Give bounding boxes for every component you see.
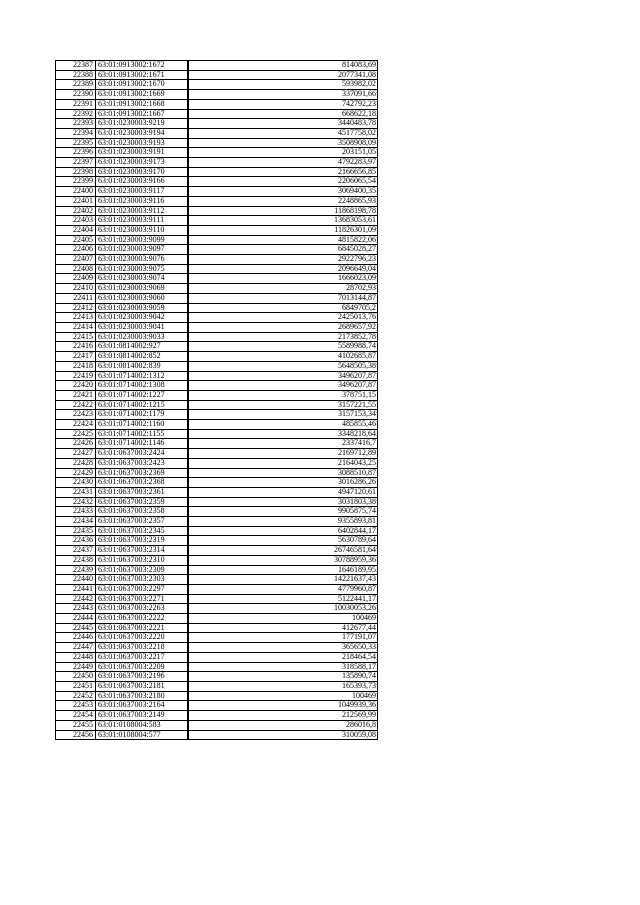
cadastral-number-cell: 63:01:0637003:2310 [96, 555, 189, 565]
cadastral-number-cell: 63:01:0913002:1671 [96, 70, 189, 80]
table-row [56, 148, 378, 158]
row-number-cell: 22432 [56, 497, 96, 507]
row-number-cell: 22442 [56, 594, 96, 604]
cadastral-number-cell: 63:01:0714002:1215 [96, 400, 189, 410]
cadastral-number-cell: 63:01:0230003:9069 [96, 284, 189, 294]
value-cell: 3496207,87 [188, 371, 378, 381]
cadastral-number-cell: 63:01:0230003:9060 [96, 293, 189, 303]
cadastral-number-cell: 63:01:0637003:2221 [96, 623, 189, 633]
table-row [56, 458, 378, 468]
row-number-cell: 22389 [56, 80, 96, 90]
cadastral-number-cell: 63:01:0637003:2424 [96, 449, 189, 459]
value-cell: 814083,69 [188, 61, 378, 71]
table-row [56, 662, 378, 672]
cadastral-number-cell: 63:01:0230003:9219 [96, 119, 189, 129]
table-row [56, 594, 378, 604]
cadastral-number-cell: 63:01:0814002:927 [96, 342, 189, 352]
row-number-cell: 22441 [56, 584, 96, 594]
cadastral-number-cell: 63:01:0230003:9193 [96, 138, 189, 148]
value-cell: 4792283,97 [188, 158, 378, 168]
row-number-cell: 22435 [56, 526, 96, 536]
row-number-cell: 22437 [56, 546, 96, 556]
value-cell: 337091,66 [188, 90, 378, 100]
cadastral-number-cell: 63:01:0108004:577 [96, 730, 189, 740]
cadastral-number-cell: 63:01:0230003:9059 [96, 303, 189, 313]
row-number-cell: 22415 [56, 332, 96, 342]
row-number-cell: 22448 [56, 652, 96, 662]
value-cell: 165393,73 [188, 682, 378, 692]
table-row [56, 400, 378, 410]
table-row [56, 507, 378, 517]
table-row [56, 206, 378, 216]
row-number-cell: 22418 [56, 361, 96, 371]
value-cell: 2169712,89 [188, 449, 378, 459]
row-number-cell: 22403 [56, 216, 96, 226]
table-row [56, 99, 378, 109]
row-number-cell: 22416 [56, 342, 96, 352]
row-number-cell: 22410 [56, 284, 96, 294]
table-row [56, 342, 378, 352]
cadastral-number-cell: 63:01:0913002:1668 [96, 99, 189, 109]
row-number-cell: 22429 [56, 468, 96, 478]
table-row [56, 672, 378, 682]
cadastral-number-cell: 63:01:0637003:2368 [96, 478, 189, 488]
value-cell: 412677,44 [188, 623, 378, 633]
row-number-cell: 22445 [56, 623, 96, 633]
value-cell: 100469 [188, 614, 378, 624]
value-cell: 4947120,61 [188, 487, 378, 497]
value-cell: 378751,15 [188, 390, 378, 400]
table-row [56, 255, 378, 265]
table-row [56, 274, 378, 284]
table-row [56, 536, 378, 546]
cadastral-number-cell: 63:01:0814002:852 [96, 352, 189, 362]
value-cell: 3031803,38 [188, 497, 378, 507]
row-number-cell: 22447 [56, 643, 96, 653]
table-row [56, 196, 378, 206]
cadastral-number-cell: 63:01:0230003:9076 [96, 255, 189, 265]
table-row [56, 381, 378, 391]
value-cell: 3157153,34 [188, 410, 378, 420]
cadastral-number-cell: 63:01:0714002:1227 [96, 390, 189, 400]
cadastral-number-cell: 63:01:0637003:2164 [96, 701, 189, 711]
cadastral-number-cell: 63:01:0230003:9116 [96, 196, 189, 206]
table-row [56, 652, 378, 662]
row-number-cell: 22421 [56, 390, 96, 400]
cadastral-number-cell: 63:01:0714002:1308 [96, 381, 189, 391]
cadastral-number-cell: 63:01:0637003:2271 [96, 594, 189, 604]
row-number-cell: 22423 [56, 410, 96, 420]
row-number-cell: 22428 [56, 458, 96, 468]
value-cell: 2689657,92 [188, 322, 378, 332]
row-number-cell: 22456 [56, 730, 96, 740]
cadastral-number-cell: 63:01:0637003:2303 [96, 575, 189, 585]
table-row [56, 371, 378, 381]
value-cell: 7013144,87 [188, 293, 378, 303]
table-row [56, 158, 378, 168]
value-cell: 9905875,74 [188, 507, 378, 517]
row-number-cell: 22391 [56, 99, 96, 109]
table-row [56, 410, 378, 420]
row-number-cell: 22427 [56, 449, 96, 459]
value-cell: 3069400,35 [188, 187, 378, 197]
cadastral-number-cell: 63:01:0637003:2220 [96, 633, 189, 643]
cadastral-number-cell: 63:01:0637003:2314 [96, 546, 189, 556]
row-number-cell: 22404 [56, 225, 96, 235]
table-row [56, 293, 378, 303]
value-cell: 5648505,38 [188, 361, 378, 371]
row-number-cell: 22420 [56, 381, 96, 391]
cadastral-number-cell: 63:01:0637003:2222 [96, 614, 189, 624]
cadastral-number-cell: 63:01:0714002:1155 [96, 429, 189, 439]
row-number-cell: 22422 [56, 400, 96, 410]
cadastral-number-cell: 63:01:0230003:9042 [96, 313, 189, 323]
table-row [56, 167, 378, 177]
table-row [56, 565, 378, 575]
cadastral-number-cell: 63:01:0637003:2309 [96, 565, 189, 575]
row-number-cell: 22402 [56, 206, 96, 216]
row-number-cell: 22449 [56, 662, 96, 672]
table-row [56, 497, 378, 507]
table-row [56, 361, 378, 371]
value-cell: 4102685,87 [188, 352, 378, 362]
row-number-cell: 22425 [56, 429, 96, 439]
table-row [56, 225, 378, 235]
value-cell: 742792,23 [188, 99, 378, 109]
value-cell: 10030053,26 [188, 604, 378, 614]
row-number-cell: 22436 [56, 536, 96, 546]
cadastral-number-cell: 63:01:0637003:2358 [96, 507, 189, 517]
value-cell: 100469 [188, 691, 378, 701]
row-number-cell: 22387 [56, 61, 96, 71]
table-row [56, 128, 378, 138]
table-row [56, 313, 378, 323]
table-row [56, 468, 378, 478]
row-number-cell: 22406 [56, 245, 96, 255]
table-row [56, 245, 378, 255]
cadastral-number-cell: 63:01:0230003:9110 [96, 225, 189, 235]
value-cell: 4815822,06 [188, 235, 378, 245]
table-row [56, 90, 378, 100]
table-row [56, 623, 378, 633]
cadastral-number-cell: 63:01:0637003:2345 [96, 526, 189, 536]
table-row [56, 284, 378, 294]
value-cell: 14221637,43 [188, 575, 378, 585]
row-number-cell: 22408 [56, 264, 96, 274]
row-number-cell: 22392 [56, 109, 96, 119]
row-number-cell: 22431 [56, 487, 96, 497]
table-row [56, 138, 378, 148]
cadastral-number-cell: 63:01:0230003:9173 [96, 158, 189, 168]
table-row [56, 711, 378, 721]
row-number-cell: 22446 [56, 633, 96, 643]
table-row [56, 487, 378, 497]
row-number-cell: 22455 [56, 720, 96, 730]
value-cell: 2166656,85 [188, 167, 378, 177]
cadastral-number-cell: 63:01:0714002:1160 [96, 420, 189, 430]
row-number-cell: 22398 [56, 167, 96, 177]
cadastral-number-cell: 63:01:0230003:9041 [96, 322, 189, 332]
cadastral-number-cell: 63:01:0637003:2369 [96, 468, 189, 478]
cadastral-number-cell: 63:01:0714002:1312 [96, 371, 189, 381]
cadastral-number-cell: 63:01:0108004:583 [96, 720, 189, 730]
row-number-cell: 22438 [56, 555, 96, 565]
cadastral-number-cell: 63:01:0913002:1667 [96, 109, 189, 119]
cadastral-number-cell: 63:01:0637003:2263 [96, 604, 189, 614]
table-row [56, 633, 378, 643]
value-cell: 4779960,87 [188, 584, 378, 594]
row-number-cell: 22440 [56, 575, 96, 585]
cadastral-number-cell: 63:01:0230003:9191 [96, 148, 189, 158]
row-number-cell: 22434 [56, 517, 96, 527]
table-row [56, 303, 378, 313]
table-row [56, 526, 378, 536]
cadastral-number-cell: 63:01:0714002:1179 [96, 410, 189, 420]
value-cell: 3348218,64 [188, 429, 378, 439]
row-number-cell: 22430 [56, 478, 96, 488]
table-row [56, 429, 378, 439]
row-number-cell: 22405 [56, 235, 96, 245]
value-cell: 3508908,09 [188, 138, 378, 148]
cadastral-number-cell: 63:01:0637003:2297 [96, 584, 189, 594]
value-cell: 1666023,09 [188, 274, 378, 284]
cadastral-number-cell: 63:01:0637003:2149 [96, 711, 189, 721]
cadastral-number-cell: 63:01:0230003:9099 [96, 235, 189, 245]
row-number-cell: 22396 [56, 148, 96, 158]
table-row [56, 61, 378, 71]
table-row [56, 691, 378, 701]
row-number-cell: 22424 [56, 420, 96, 430]
row-number-cell: 22394 [56, 128, 96, 138]
value-cell: 668622,18 [188, 109, 378, 119]
cadastral-number-cell: 63:01:0230003:9166 [96, 177, 189, 187]
value-cell: 135890,74 [188, 672, 378, 682]
table-row [56, 216, 378, 226]
row-number-cell: 22451 [56, 682, 96, 692]
row-number-cell: 22401 [56, 196, 96, 206]
value-cell: 2922796,23 [188, 255, 378, 265]
table-row [56, 264, 378, 274]
value-cell: 286016,8 [188, 720, 378, 730]
value-cell: 318588,17 [188, 662, 378, 672]
value-cell: 3088510,87 [188, 468, 378, 478]
cadastral-number-cell: 63:01:0637003:2217 [96, 652, 189, 662]
value-cell: 11868198,78 [188, 206, 378, 216]
cadastral-number-cell: 63:01:0230003:9170 [96, 167, 189, 177]
cadastral-number-cell: 63:01:0814002:839 [96, 361, 189, 371]
table-row [56, 546, 378, 556]
value-cell: 28702,93 [188, 284, 378, 294]
cadastral-number-cell: 63:01:0230003:9117 [96, 187, 189, 197]
row-number-cell: 22407 [56, 255, 96, 265]
cadastral-value-table [55, 60, 378, 740]
value-cell: 4517758,02 [188, 128, 378, 138]
cadastral-number-cell: 63:01:0637003:2196 [96, 672, 189, 682]
value-cell: 3157221,55 [188, 400, 378, 410]
row-number-cell: 22395 [56, 138, 96, 148]
table-row [56, 614, 378, 624]
row-number-cell: 22450 [56, 672, 96, 682]
value-cell: 6845028,27 [188, 245, 378, 255]
value-cell: 177191,07 [188, 633, 378, 643]
value-cell: 3016286,26 [188, 478, 378, 488]
cadastral-number-cell: 63:01:0714002:1146 [96, 439, 189, 449]
table-row [56, 643, 378, 653]
table-row [56, 517, 378, 527]
row-number-cell: 22426 [56, 439, 96, 449]
table-row [56, 478, 378, 488]
value-cell: 212569,99 [188, 711, 378, 721]
value-cell: 2425013,76 [188, 313, 378, 323]
value-cell: 6402844,17 [188, 526, 378, 536]
value-cell: 13683053,61 [188, 216, 378, 226]
table-row [56, 420, 378, 430]
cadastral-number-cell: 63:01:0230003:9075 [96, 264, 189, 274]
row-number-cell: 22454 [56, 711, 96, 721]
cadastral-number-cell: 63:01:0637003:2218 [96, 643, 189, 653]
row-number-cell: 22412 [56, 303, 96, 313]
row-number-cell: 22443 [56, 604, 96, 614]
value-cell: 2096649,04 [188, 264, 378, 274]
table-body [56, 61, 378, 740]
value-cell: 6849705,2 [188, 303, 378, 313]
value-cell: 365650,33 [188, 643, 378, 653]
cadastral-number-cell: 63:01:0230003:9194 [96, 128, 189, 138]
cadastral-number-cell: 63:01:0637003:2423 [96, 458, 189, 468]
row-number-cell: 22452 [56, 691, 96, 701]
cadastral-number-cell: 63:01:0230003:9111 [96, 216, 189, 226]
row-number-cell: 22388 [56, 70, 96, 80]
value-cell: 11826301,09 [188, 225, 378, 235]
cadastral-number-cell: 63:01:0230003:9112 [96, 206, 189, 216]
table-row [56, 584, 378, 594]
cadastral-number-cell: 63:01:0637003:2180 [96, 691, 189, 701]
row-number-cell: 22400 [56, 187, 96, 197]
table-row [56, 604, 378, 614]
value-cell: 5122441,17 [188, 594, 378, 604]
value-cell: 1049939,36 [188, 701, 378, 711]
value-cell: 30788959,36 [188, 555, 378, 565]
table-row [56, 70, 378, 80]
row-number-cell: 22453 [56, 701, 96, 711]
cadastral-number-cell: 63:01:0230003:9074 [96, 274, 189, 284]
table-row [56, 701, 378, 711]
value-cell: 2173852,78 [188, 332, 378, 342]
value-cell: 5589988,74 [188, 342, 378, 352]
row-number-cell: 22409 [56, 274, 96, 284]
value-cell: 3496207,87 [188, 381, 378, 391]
cadastral-number-cell: 63:01:0637003:2209 [96, 662, 189, 672]
cadastral-number-cell: 63:01:0637003:2181 [96, 682, 189, 692]
row-number-cell: 22414 [56, 322, 96, 332]
table-row [56, 449, 378, 459]
value-cell: 485855,46 [188, 420, 378, 430]
cadastral-number-cell: 63:01:0913002:1669 [96, 90, 189, 100]
row-number-cell: 22433 [56, 507, 96, 517]
value-cell: 2206065,54 [188, 177, 378, 187]
table-row [56, 555, 378, 565]
row-number-cell: 22413 [56, 313, 96, 323]
value-cell: 593982,02 [188, 80, 378, 90]
value-cell: 1646189,95 [188, 565, 378, 575]
row-number-cell: 22399 [56, 177, 96, 187]
table-row [56, 390, 378, 400]
table-row [56, 682, 378, 692]
value-cell: 3440483,78 [188, 119, 378, 129]
value-cell: 9355893,81 [188, 517, 378, 527]
row-number-cell: 22397 [56, 158, 96, 168]
value-cell: 2248865,93 [188, 196, 378, 206]
value-cell: 218464,54 [188, 652, 378, 662]
table-row [56, 119, 378, 129]
table-row [56, 80, 378, 90]
value-cell: 5630789,64 [188, 536, 378, 546]
value-cell: 203151,05 [188, 148, 378, 158]
table-row [56, 332, 378, 342]
table-row [56, 177, 378, 187]
row-number-cell: 22390 [56, 90, 96, 100]
table-row [56, 109, 378, 119]
row-number-cell: 22419 [56, 371, 96, 381]
table-row [56, 439, 378, 449]
value-cell: 2077341,08 [188, 70, 378, 80]
row-number-cell: 22393 [56, 119, 96, 129]
table-row [56, 730, 378, 740]
row-number-cell: 22444 [56, 614, 96, 624]
row-number-cell: 22411 [56, 293, 96, 303]
cadastral-number-cell: 63:01:0637003:2359 [96, 497, 189, 507]
cadastral-number-cell: 63:01:0230003:9033 [96, 332, 189, 342]
cadastral-number-cell: 63:01:0230003:9097 [96, 245, 189, 255]
row-number-cell: 22417 [56, 352, 96, 362]
row-number-cell: 22439 [56, 565, 96, 575]
table-row [56, 720, 378, 730]
cadastral-number-cell: 63:01:0913002:1670 [96, 80, 189, 90]
table-row [56, 322, 378, 332]
table-row [56, 235, 378, 245]
table-row [56, 187, 378, 197]
table-row [56, 352, 378, 362]
value-cell: 2164043,25 [188, 458, 378, 468]
value-cell: 310059,08 [188, 730, 378, 740]
value-cell: 2337416,7 [188, 439, 378, 449]
value-cell: 26746581,64 [188, 546, 378, 556]
cadastral-number-cell: 63:01:0637003:2361 [96, 487, 189, 497]
table-row [56, 575, 378, 585]
cadastral-number-cell: 63:01:0913002:1672 [96, 61, 189, 71]
cadastral-number-cell: 63:01:0637003:2357 [96, 517, 189, 527]
cadastral-number-cell: 63:01:0637003:2319 [96, 536, 189, 546]
